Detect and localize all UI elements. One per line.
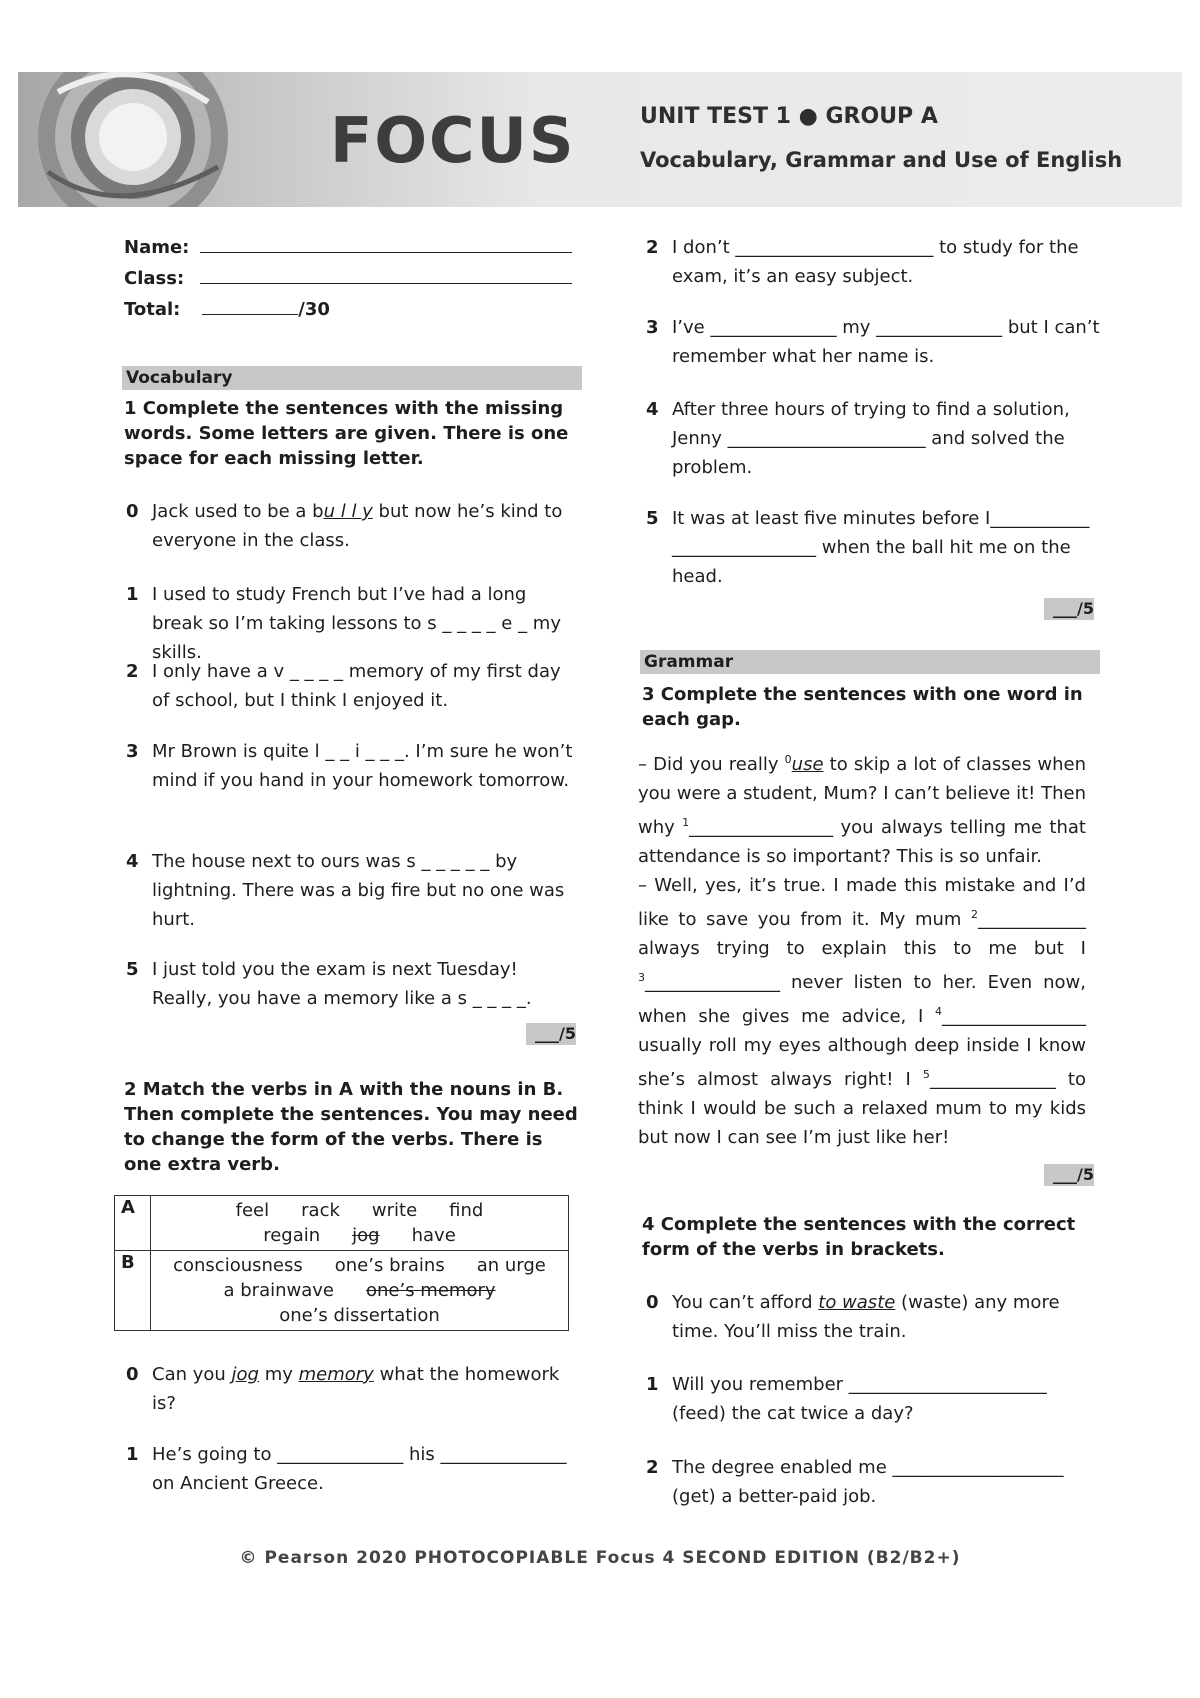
ex4-item-2: 2 The degree enabled me ___________________ (get) a better-paid job. — [646, 1457, 1064, 1507]
ex4-instruction: 4 Complete the sentences with the correct form of the verbs in brackets. — [642, 1214, 1076, 1260]
ex3-dialogue: – Did you really $^0$use to skip a lot of classes when you were a student, Mum? I can’t believe it! Then why $^1$________________ you always telling me that attendance is so important? This is so unfair. – Well, yes, it’s true. I made this mistake and I’d like to save you from it. My mum $^2$____________ always trying to explain this to me but I $^3$_______________ never listen to her. Even now, when she gives me advice, I $^4$________________ usually roll my eyes although deep inside I know she’s almost always right! I $^5$______________ to think I would be such a relaxed mum to my kids but now I can see I’m just like her! — [638, 753, 1086, 1148]
ex1-instruction: 1 Complete the sentences with the missing words. Some letters are given. There is one space for each missing letter. — [124, 398, 569, 469]
name-field[interactable] — [200, 234, 572, 253]
gap-3[interactable]: _______________ — [645, 972, 780, 993]
total-label: Total: — [124, 299, 181, 320]
test-subtitle: Vocabulary, Grammar and Use of English — [640, 148, 1123, 172]
total-field[interactable] — [202, 296, 298, 315]
grammar-heading: Grammar — [640, 650, 1100, 674]
ex2-instruction: 2 Match the verbs in A with the nouns in B. Then complete the sentences. You may need to change the form of the verbs. There is one extra verb. — [124, 1079, 578, 1175]
example-answer: use — [791, 754, 824, 775]
ex1-item-1: 1 I used to study French but I’ve had a long break so I’m taking lessons to s _ _ _ _ e _ my skills. — [126, 584, 561, 663]
ex1-item-2: 2 I only have a v _ _ _ _ memory of my first day of school, but I think I enjoyed it. — [126, 661, 561, 711]
header-banner — [18, 72, 1182, 207]
ex1-item-4: 4 The house next to ours was s _ _ _ _ _ by lightning. There was a big fire but no one was hurt. — [126, 851, 565, 930]
test-title: UNIT TEST 1 ● GROUP A — [640, 104, 938, 129]
gap-4[interactable]: ________________ — [942, 1006, 1086, 1027]
gap-1[interactable]: ________________ — [689, 817, 834, 838]
name-label: Name: — [124, 237, 190, 258]
gap-5[interactable]: ______________ — [929, 1069, 1056, 1090]
swirl-logo-graphic — [18, 72, 318, 207]
box-b-words: consciousness one’s brains an urge a brainwave one’s memory one’s dissertation — [151, 1251, 569, 1331]
page-footer: © Pearson 2020 PHOTOCOPIABLE Focus 4 SECOND EDITION (B2/B2+) — [239, 1548, 961, 1568]
total-suffix: /30 — [298, 299, 330, 320]
example-answer: u l l y — [323, 501, 373, 522]
ex2-score-box[interactable]: ___/5 — [1044, 598, 1094, 620]
vocabulary-heading: Vocabulary — [122, 366, 582, 390]
ex2-item-3: 3 I’ve ______________ my ______________ but I can’t remember what her name is. — [646, 317, 1100, 367]
ex2-item-5: 5 It was at least five minutes before I___________ ________________ when the ball hit me on the head. — [646, 508, 1090, 587]
ex2-item-2: 2 I don’t ______________________ to study for the exam, it’s an easy subject. — [646, 237, 1079, 287]
focus-logo: FOCUS — [330, 104, 576, 177]
ex2-item-4: 4 After three hours of trying to find a solution, Jenny ______________________ and solved the problem. — [646, 399, 1070, 478]
ex1-item-5: 5 I just told you the exam is next Tuesday! Really, you have a memory like a s _ _ _ _. — [126, 959, 532, 1009]
class-label: Class: — [124, 268, 185, 289]
gap-2[interactable]: ____________ — [978, 909, 1086, 930]
box-a-label: A — [115, 1196, 151, 1251]
box-a-words: feel rack write find regain jog have — [151, 1196, 569, 1251]
ex1-score-box[interactable]: ___/5 — [526, 1023, 576, 1045]
ex3-score-box[interactable]: ___/5 — [1044, 1164, 1094, 1186]
name-row — [124, 234, 572, 258]
ex2-item-1: 1 He’s going to ______________ his ______________ on Ancient Greece. — [126, 1444, 567, 1494]
box-b-label: B — [115, 1251, 151, 1331]
total-row — [124, 296, 330, 320]
ex1-item-3: 3 Mr Brown is quite l _ _ i _ _ _. I’m sure he won’t mind if you hand in your homework tomorrow. — [126, 741, 573, 791]
ex3-instruction: 3 Complete the sentences with one word in each gap. — [642, 684, 1083, 730]
ex4-item-1: 1 Will you remember ______________________ (feed) the cat twice a day? — [646, 1374, 1047, 1424]
class-field[interactable] — [200, 265, 572, 284]
ex1-item-0: 0 Jack used to be a bu l l y but now he’s kind to everyone in the class. — [126, 501, 563, 551]
ex4-item-0: 0 You can’t afford to waste (waste) any more time. You’ll miss the train. — [646, 1292, 1060, 1342]
word-box-table — [114, 1195, 569, 1331]
ex2-item-0: 0 Can you jog my memory what the homework is? — [126, 1364, 560, 1414]
class-row — [124, 265, 572, 289]
